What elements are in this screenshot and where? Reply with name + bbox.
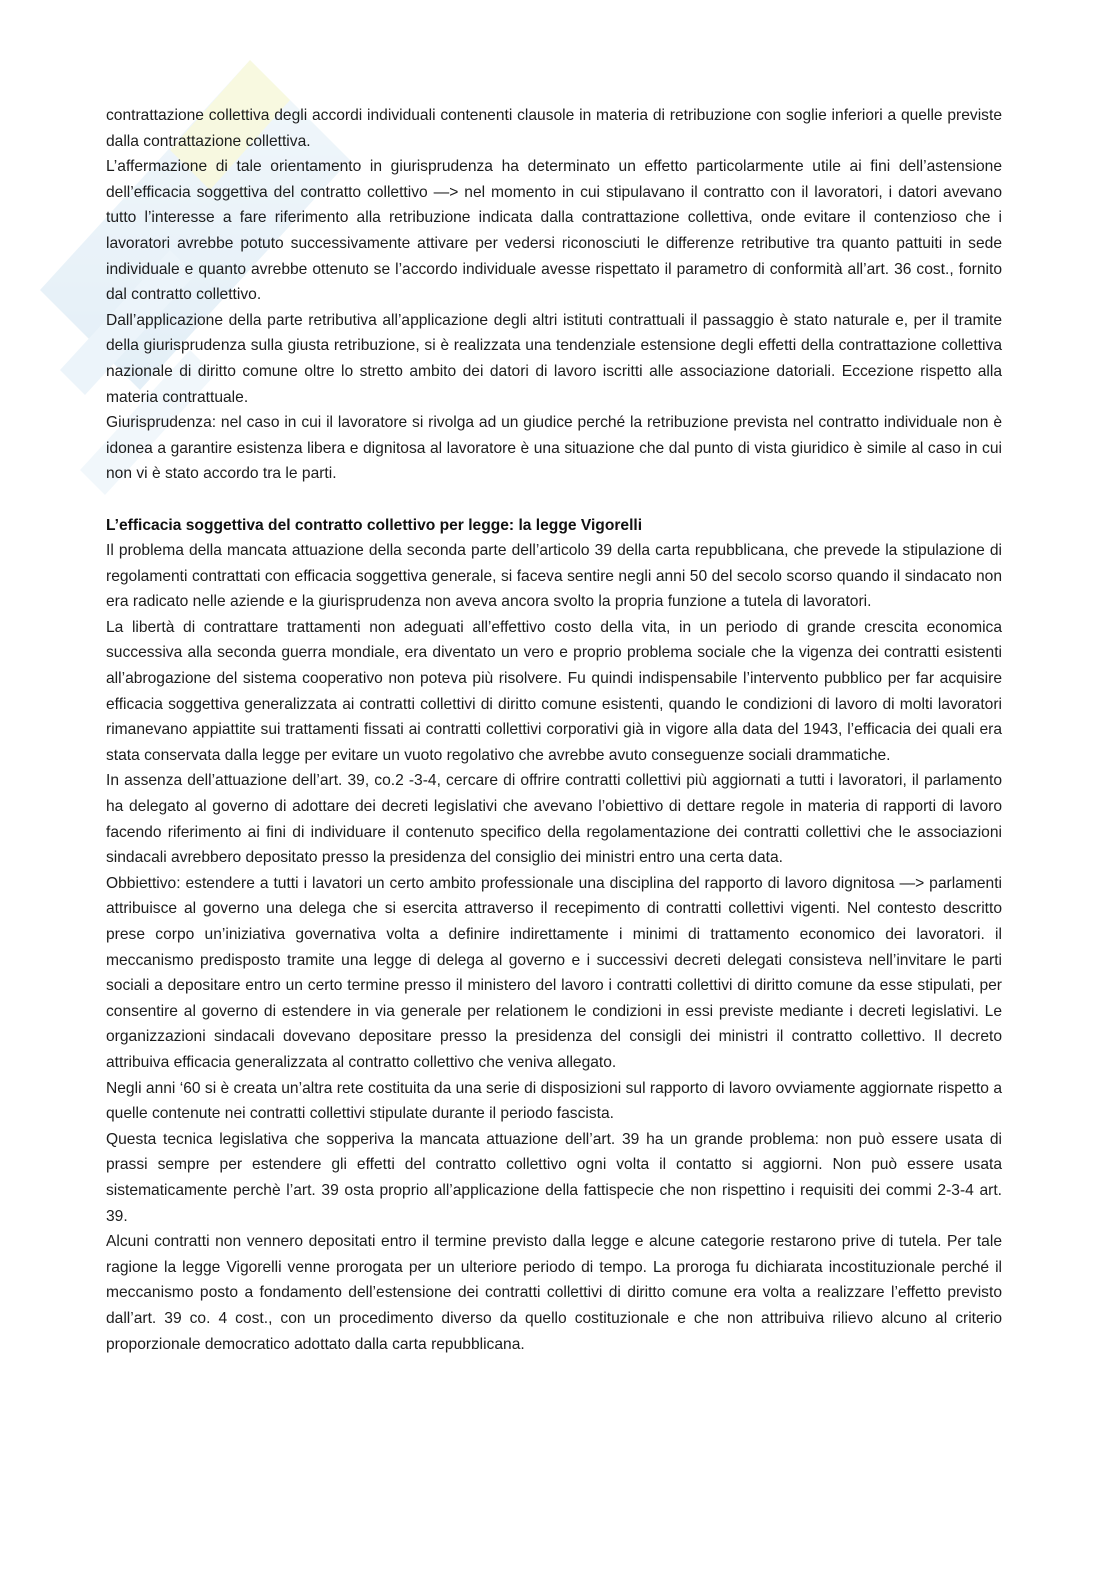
paragraph-spacer [106, 487, 1002, 513]
paragraph: L’affermazione di tale orientamento in giurisprudenza ha determinato un effetto particolarmente utile ai fini dell’astensione dell’efficacia soggettiva del contratto collettivo —> nel momento in cui stipulavano il contratto con il lavoratori, i datori avevano tutto l’interesse a fare riferimento alla retribuzione indicata dalla contrattazione collettiva, onde evitare il contenzioso che i lavoratori avrebbe potuto successivamente attivare per vedersi riconosciuti le differenze retributive tra quanto pattuiti in sede individuale e quanto avrebbe ottenuto se l’accordo individuale avesse rispettato il parametro di conformità all’art. 36 cost., fornito dal contratto collettivo. [106, 158, 1002, 304]
paragraph: Giurisprudenza: nel caso in cui il lavoratore si rivolga ad un giudice perché la retribuzione prevista nel contratto individuale non è idonea a garantire esistenza libera e dignitosa al lavoratore è una situazione che dal punto di vista giuridico è simile al caso in cui non vi è stato accordo tra le parti. [106, 414, 1002, 483]
section-heading: L’efficacia soggettiva del contratto collettivo per legge: la legge Vigorelli [106, 516, 643, 534]
paragraph: Obbiettivo: estendere a tutti i lavatori un certo ambito professionale una disciplina del rapporto di lavoro dignitosa —> parlamenti attribuisce al governo una delega che si esercita attraverso il recepimento di contratti collettivi vigenti. Nel contesto descritto prese corpo un’iniziativa governativa volta a definire indirettamente i minimi di trattamento economico dei lavoratori. il meccanismo predisposto tramite una legge di delega al governo e i successivi decreti delegati consisteva nell’invitare le parti sociali a depositare entro un certo termine presso il ministero del lavoro i contratti collettivi di diritto comune da esse stipulati, per consentire al governo di estendere in via generale per relationem le condizioni in essi previste mediante i decreti legislativi. Le organizzazioni sindacali dovevano depositare presso la presidenza del consigli dei ministri il contratto collettivo. Il decreto attribuiva efficacia generalizzata al contratto collettivo che veniva allegato. [106, 874, 1002, 1071]
paragraph: La libertà di contrattare trattamenti non adeguati all’effettivo costo della vita, in un periodo di grande crescita economica successiva alla seconda guerra mondiale, era diventato un vero e proprio problema sociale che la vigenza dei contratti esistenti all’abrogazione del sistema cooperativo non poteva più risolvere. Fu quindi indispensabile l’intervento pubblico per far acquisire efficacia soggettiva generalizzata ai contratti collettivi di diritto comune esistenti, quando le condizioni di lavoro di molti lavoratori rimanevano appiattite sui trattamenti fissati ai contratti collettivi corporativi già in vigore alla data del 1943, l’efficacia dei quali era stata conservata dalla legge per evitare un vuoto regolativo che avrebbe avuto conseguenze sociali drammatiche. [106, 618, 1002, 764]
paragraph: Alcuni contratti non vennero depositati entro il termine previsto dalla legge e alcune categorie restarono prive di tutela. Per tale ragione la legge Vigorelli venne prorogata per un ulteriore periodo di tempo. La proroga fu dichiarata incostituzionale perché il meccanismo posto a fondamento dell’estensione dei contratti collettivi di diritto comune era volta a realizzare l’effetto previsto dall’art. 39 co. 4 cost., con un procedimento diverso da quello costituzionale e che non attribuiva rilievo alcuno al criterio proporzionale democratico adottato dalla carta repubblicana. [106, 1233, 1002, 1353]
paragraph: Il problema della mancata attuazione della seconda parte dell’articolo 39 della carta repubblicana, che prevede la stipulazione di regolamenti contrattati con efficacia soggettiva generale, si faceva sentire negli anni 50 del secolo scorso quando il sindacato non era radicato nelle aziende e la giurisprudenza non aveva ancora svolto la propria funzione a tutela di lavoratori. [106, 542, 1002, 611]
paragraph: Dall’applicazione della parte retributiva all’applicazione degli altri istituti contrattuali il passaggio è stato naturale e, per il tramite della giurisprudenza sulla giusta retribuzione, si è realizzata una tendenziale estensione degli effetti della contrattazione collettiva nazionale di diritto comune oltre lo stretto ambito dei datori di lavoro iscritti alle associazione datoriali. Eccezione rispetto alla materia contrattuale. [106, 311, 1002, 406]
paragraph: contrattazione collettiva degli accordi individuali contenenti clausole in materia di retribuzione con soglie inferiori a quelle previste dalla contrattazione collettiva. [106, 107, 1002, 150]
paragraph: Questa tecnica legislativa che sopperiva la mancata attuazione dell’art. 39 ha un grande problema: non può essere usata di prassi sempre per estendere gli effetti del contratto collettivo ogni volta il contatto si aggiorni. Non può essere usata sistematicamente perchè l’art. 39 osta proprio all’applicazione della fattispecie che non rispettino i requisiti dei commi 2-3-4 art. 39. [106, 1130, 1002, 1225]
paragraph: In assenza dell’attuazione dell’art. 39, co.2 -3-4, cercare di offrire contratti collettivi più aggiornati a tutti i lavoratori, il parlamento ha delegato al governo di adottare dei decreti legislativi che avevano l’obiettivo di dettare regole in materia di rapporti di lavoro facendo riferimento ai fini di individuare il contenuto specifico della regolamentazione dei contratti collettivi che le associazioni sindacali avrebbero depositato presso la presidenza del consiglio dei ministri entro una certa data. [106, 772, 1002, 867]
paragraph: Negli anni ‘60 si è creata un’altra rete costituita da una serie di disposizioni sul rapporto di lavoro ovviamente aggiornate rispetto a quelle contenute nei contratti collettivi stipulate durante il periodo fascista. [106, 1079, 1002, 1123]
document-body [106, 103, 1002, 1357]
